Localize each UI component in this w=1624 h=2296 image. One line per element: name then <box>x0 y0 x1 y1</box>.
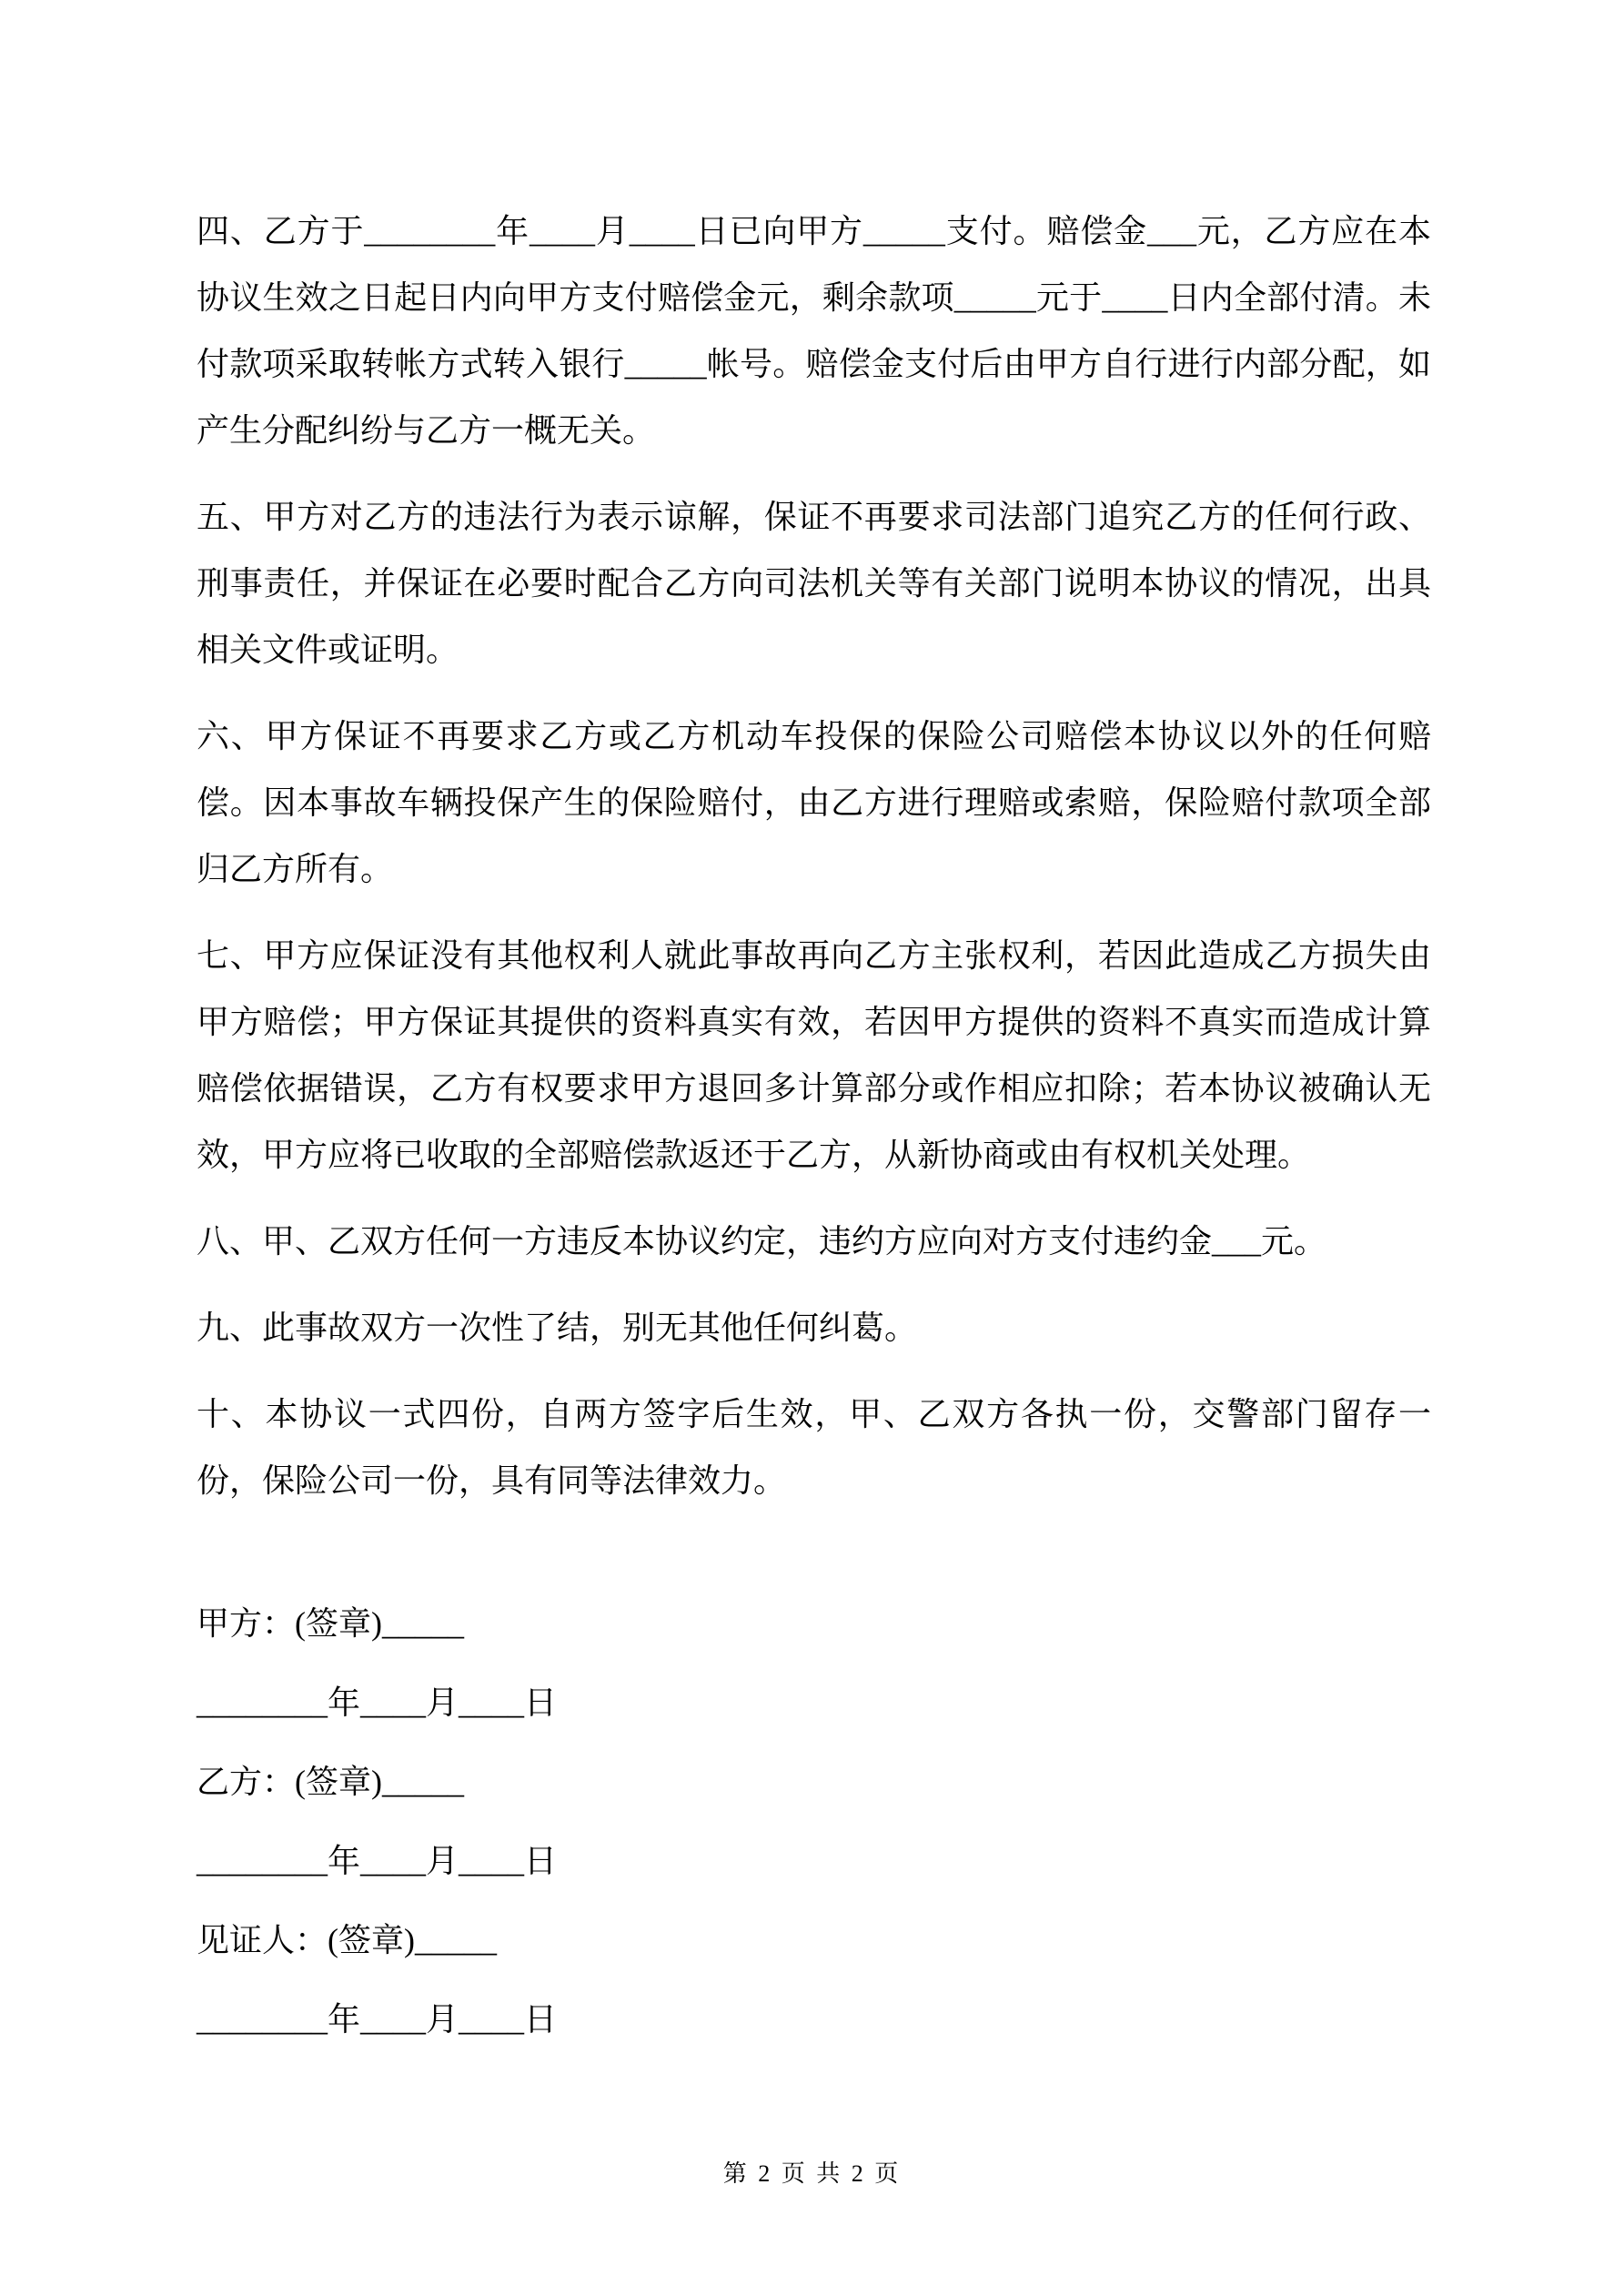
signature-party-b: 乙方：(签章)_____ <box>197 1764 464 1800</box>
clause-8: 八、甲、乙双方任何一方违反本协议约定，违约方应向对方支付违约金___元。 <box>197 1223 1327 1259</box>
page-footer: 第 2 页 共 2 页 <box>722 2160 902 2187</box>
clause-6: 六、甲方保证不再要求乙方或乙方机动车投保的保险公司赔偿本协议以外的任何赔偿。因本事故车辆投保产生的保险赔付，由乙方进行理赔或索赔，保险赔付款项全部归乙方所有。 <box>197 718 1431 887</box>
signature-witness: 见证人：(签章)_____ <box>197 1922 497 1958</box>
signature-block <box>197 1591 1431 2053</box>
clause-5: 五、甲方对乙方的违法行为表示谅解，保证不再要求司法部门追究乙方的任何行政、刑事责任，并保证在必要时配合乙方向司法机关等有关部门说明本协议的情况，出具相关文件或证明。 <box>197 499 1431 668</box>
signature-party-b-date: ________年____月____日 <box>197 1843 558 1879</box>
clause-4: 四、乙方于________年____月____日已向甲方_____支付。赔偿金___元，乙方应在本协议生效之日起日内向甲方支付赔偿金元，剩余款项_____元于____日内全部付清。未付款项采取转帐方式转入银行_____帐号。赔偿金支付后由甲方自行进行内部分配，如产生分配纠纷与乙方一概无关。 <box>197 213 1431 449</box>
clause-10: 十、本协议一式四份，自两方签字后生效，甲、乙双方各执一份，交警部门留存一份，保险公司一份，具有同等法律效力。 <box>197 1396 1431 1499</box>
signature-party-a-date: ________年____月____日 <box>197 1684 558 1721</box>
signature-party-a: 甲方：(签章)_____ <box>197 1605 464 1642</box>
clause-7: 七、甲方应保证没有其他权利人就此事故再向乙方主张权利，若因此造成乙方损失由甲方赔偿；甲方保证其提供的资料真实有效，若因甲方提供的资料不真实而造成计算赔偿依据错误，乙方有权要求甲方退回多计算部分或作相应扣除；若本协议被确认无效，甲方应将已收取的全部赔偿款返还于乙方，从新协商或由有权机关处理。 <box>197 937 1431 1173</box>
clause-9: 九、此事故双方一次性了结，别无其他任何纠葛。 <box>197 1310 918 1346</box>
signature-witness-date: ________年____月____日 <box>197 2001 558 2038</box>
